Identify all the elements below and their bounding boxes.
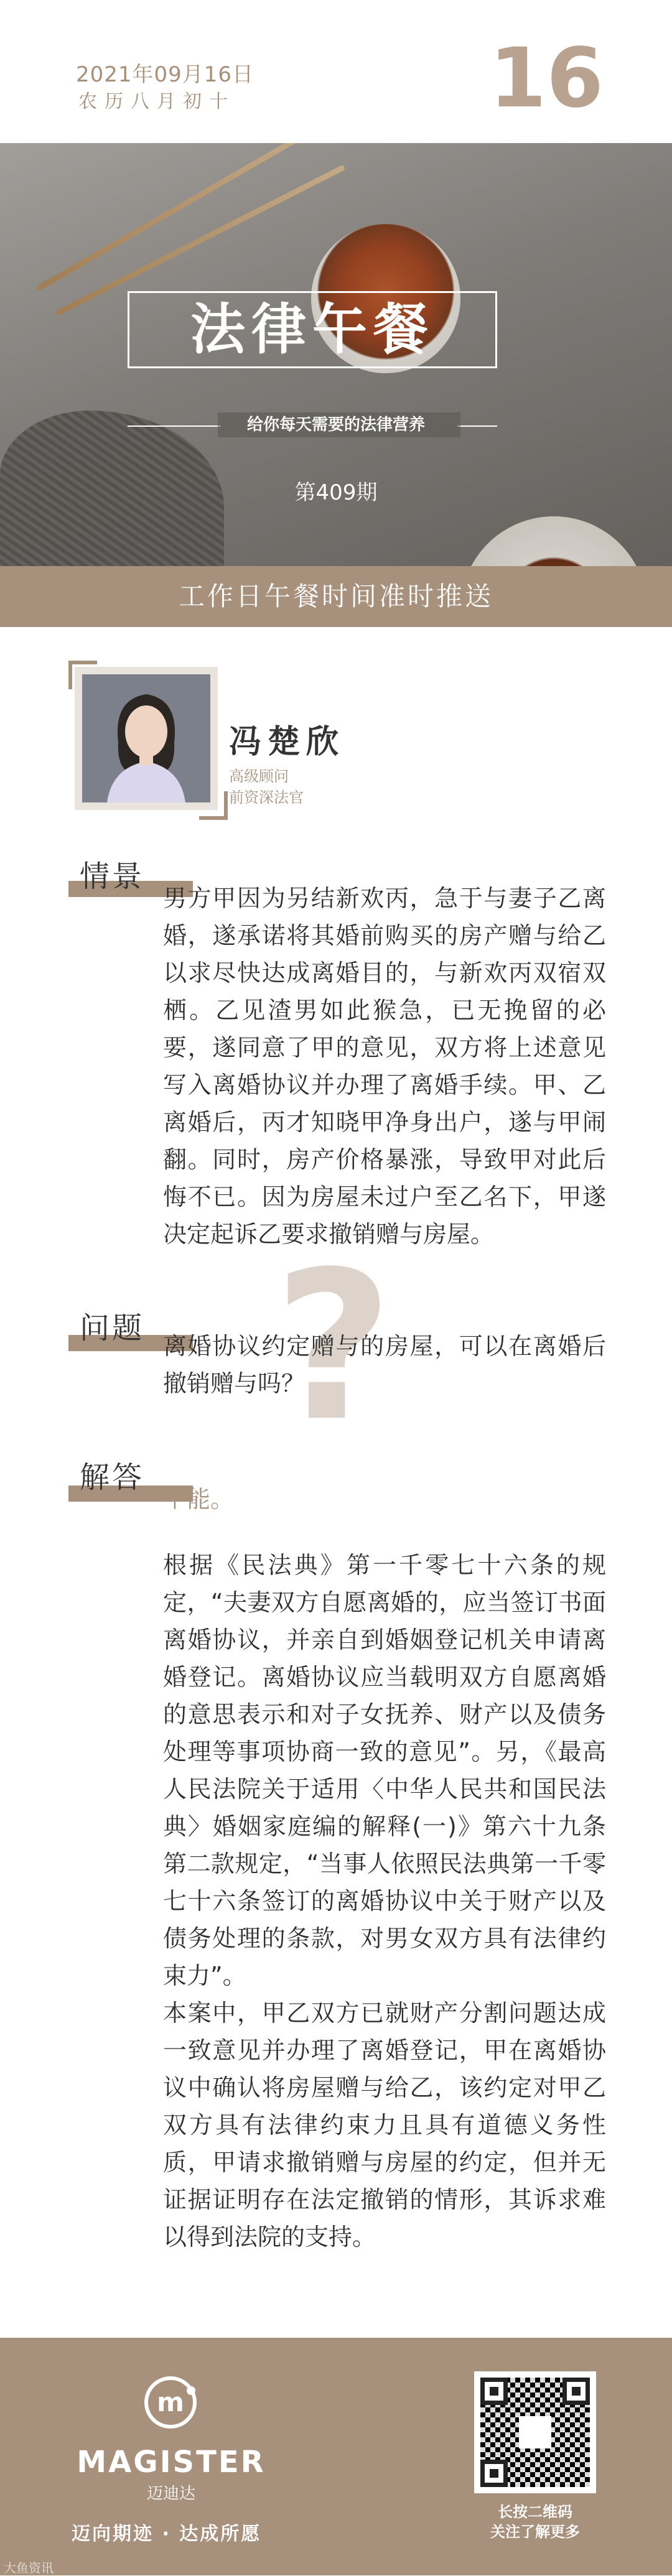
question-mark-decoration: ? bbox=[274, 1227, 393, 1466]
section-label-question: 问题 bbox=[80, 1311, 145, 1346]
qr-finder-pattern bbox=[480, 2460, 508, 2487]
author-title: 前资深法官 bbox=[229, 789, 304, 806]
brand-slogan: 迈向期迹 · 达成所愿 bbox=[72, 2523, 262, 2545]
page-title: 法律午餐 bbox=[190, 297, 434, 361]
section-label-scenario: 情景 bbox=[80, 859, 145, 894]
answer-paragraph: 根据《民法典》第一千零七十六条的规定，“夫妻双方自愿离婚的，应当签订书面离婚协议，并亲自到婚姻登记机关申请离婚登记。离婚协议应当载明双方自愿离婚的意思表示和对子女抚养、财产以及债务处理等事项协商一致的意见”。另，《最高人民法院关于适用〈中华人民共和国民法典〉婚姻家庭编的解释(一)》第六十九条第二款规定，“当事人依照民法典第一千零七十六条签订的离婚协议中关于财产以及债务处理的条款，对男女双方具有法律约束力”。 bbox=[163, 1551, 606, 1989]
brand-name-zh: 迈迪达 bbox=[146, 2485, 195, 2503]
page-subtitle: 给你每天需要的法律营养 bbox=[246, 416, 425, 434]
answer-paragraph: 本案中，甲乙双方已就财产分割问题达成一致意见并办理了离婚登记，甲在离婚协议中确认将房屋赠与给乙，该约定对甲乙双方具有法律约束力且具有道德义务性质，甲请求撤销赠与房屋的约定，但并无证据证明存在法定撤销的情形，其诉求难以得到法院的支持。 bbox=[163, 1999, 606, 2251]
scenario-text: 男方甲因为另结新欢丙，急于与妻子乙离婚，遂承诺将其婚前购买的房产赠与给乙以求尽快达成离婚目的，与新欢丙双宿双栖。乙见渣男如此猴急，已无挽留的必要，遂同意了甲的意见，双方将上述意见写入离婚协议并办理了离婚手续。甲、乙离婚后，丙才知晓甲净身出户，遂与甲闹翻。同时，房产价格暴涨，导致甲对此后悔不已。因为房屋未过户至乙名下，甲遂决定起诉乙要求撤销赠与房屋。 bbox=[163, 885, 606, 1248]
qr-finder-pattern bbox=[480, 2378, 508, 2405]
logo-mark: m bbox=[157, 2387, 184, 2417]
schedule-band-text: 工作日午餐时间准时推送 bbox=[178, 581, 493, 611]
section-label-answer: 解答 bbox=[80, 1460, 145, 1495]
qr-finder-pattern bbox=[562, 2378, 590, 2405]
date-lunar: 农历八月初十 bbox=[78, 91, 235, 113]
qr-caption: 关注了解更多 bbox=[490, 2523, 580, 2541]
author-title: 高级顾问 bbox=[229, 768, 289, 785]
watermark: 大鱼资讯 bbox=[4, 2560, 54, 2575]
qr-caption: 长按二维码 bbox=[498, 2503, 572, 2521]
day-number: 16 bbox=[489, 30, 604, 126]
author-portrait-illustration bbox=[82, 674, 210, 802]
answer-short: 不能。 bbox=[163, 1486, 235, 1513]
brand-name-en: MAGISTER bbox=[77, 2445, 266, 2480]
question-text: 离婚协议约定赠与的房屋，可以在离婚后撤销赠与吗？ bbox=[163, 1332, 606, 1397]
issue-number: 第409期 bbox=[294, 480, 378, 505]
author-name: 冯楚欣 bbox=[229, 723, 345, 761]
author-photo bbox=[82, 674, 210, 802]
date-gregorian: 2021年09月16日 bbox=[76, 62, 254, 87]
logo-dot bbox=[187, 2386, 195, 2395]
